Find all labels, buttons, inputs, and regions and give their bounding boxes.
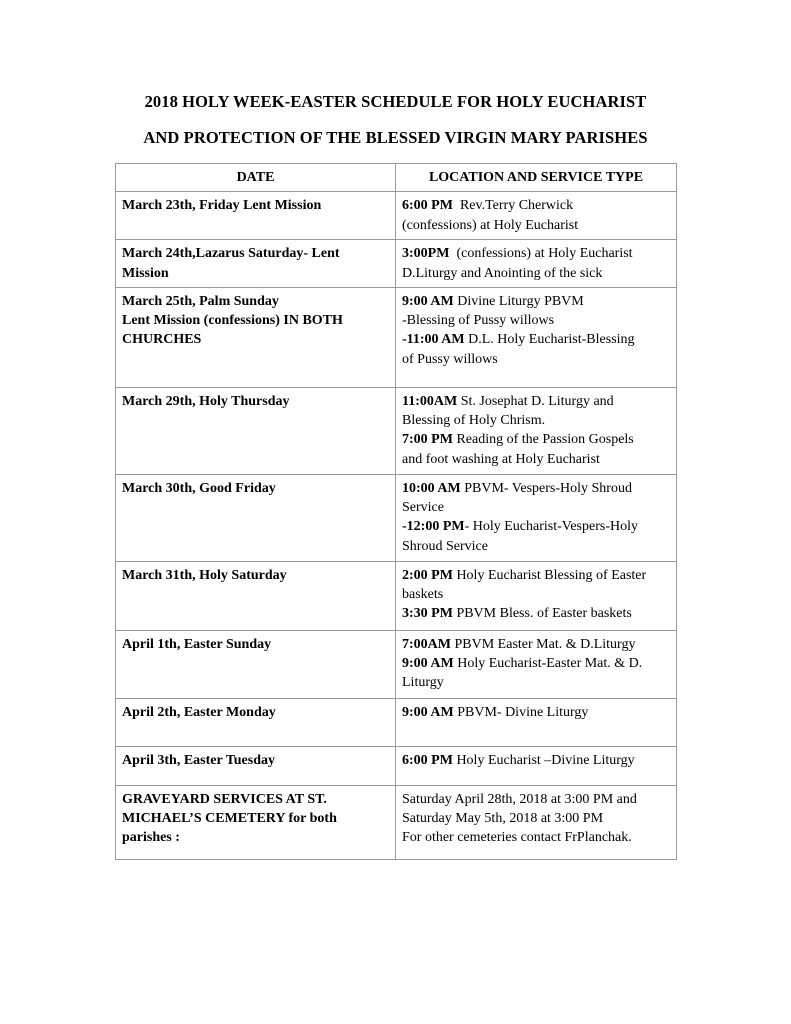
service-line (402, 537, 670, 556)
date-cell (116, 630, 396, 698)
service-line (402, 196, 670, 215)
table-row (116, 287, 677, 387)
service-line (402, 751, 670, 770)
service-line (402, 635, 670, 654)
service-line (402, 654, 670, 673)
table-row (116, 192, 677, 240)
service-description: PBVM Easter Mat. & D.Liturgy (451, 636, 636, 652)
service-description: PBVM- Vespers-Holy Shroud (460, 480, 632, 496)
service-line (402, 566, 670, 585)
service-description: - Holy Eucharist-Vespers-Holy (464, 519, 638, 535)
service-description: Reading of the Passion Gospels (452, 432, 634, 448)
service-time: 7:00AM (402, 636, 451, 652)
service-description: Saturday April 28th, 2018 at 3:00 PM and (402, 791, 637, 807)
table-row (116, 630, 677, 698)
date-column-header: DATE (116, 164, 396, 192)
date-cell (116, 698, 396, 746)
service-description: and foot washing at Holy Eucharist (402, 451, 600, 467)
service-line (402, 330, 670, 349)
service-time: 10:00 AM (402, 480, 461, 496)
service-line (402, 585, 670, 604)
table-header-row (116, 164, 677, 192)
table-row (116, 387, 677, 474)
service-line (402, 311, 670, 330)
date-cell (116, 561, 396, 630)
service-description: (confessions) at Holy Eucharist (449, 246, 633, 262)
service-description: Service (402, 500, 444, 516)
service-time: 9:00 AM (402, 293, 454, 309)
date-cell (116, 474, 396, 561)
service-time: 11:00AM (402, 393, 458, 409)
date-line: March 24th,Lazarus Saturday- Lent (122, 246, 340, 262)
date-line: GRAVEYARD SERVICES AT ST. (122, 791, 327, 807)
service-cell (396, 387, 677, 474)
service-time: -12:00 PM (402, 519, 465, 535)
service-description: PBVM Bless. of Easter baskets (452, 606, 632, 622)
service-time: 2:00 PM (402, 567, 453, 583)
service-line (402, 411, 670, 430)
service-time: 9:00 AM (402, 704, 454, 720)
date-line: March 25th, Palm Sunday (122, 293, 279, 309)
service-description: baskets (402, 587, 444, 603)
date-line: April 3th, Easter Tuesday (122, 752, 275, 768)
service-time: 3:00PM (402, 246, 450, 262)
service-cell (396, 785, 677, 859)
service-description: PBVM- Divine Liturgy (453, 704, 589, 720)
service-description: Divine Liturgy PBVM (453, 293, 584, 309)
service-cell (396, 192, 677, 240)
schedule-table (115, 163, 677, 860)
schedule-rows (116, 192, 677, 860)
service-time: 7:00 PM (402, 432, 453, 448)
date-cell (116, 287, 396, 387)
date-cell (116, 746, 396, 785)
service-line (402, 392, 670, 411)
service-description: Saturday May 5th, 2018 at 3:00 PM (402, 811, 604, 827)
service-line (402, 604, 670, 623)
location-column-header: LOCATION AND SERVICE TYPE (396, 164, 677, 192)
service-description: Holy Eucharist-Easter Mat. & D. (453, 656, 643, 672)
service-cell (396, 698, 677, 746)
service-cell (396, 240, 677, 288)
service-cell (396, 746, 677, 785)
date-cell (116, 387, 396, 474)
service-cell (396, 630, 677, 698)
service-description: Shroud Service (402, 538, 488, 554)
service-line (402, 673, 670, 692)
page-title-line-1: 2018 HOLY WEEK-EASTER SCHEDULE FOR HOLY EUCHARIST (144, 92, 647, 111)
service-line (402, 244, 670, 263)
date-line: Lent Mission (confessions) IN BOTH (122, 313, 343, 329)
service-description: D.L. Holy Eucharist-Blessing (464, 332, 635, 348)
service-description: Holy Eucharist –Divine Liturgy (452, 752, 635, 768)
date-line: March 23th, Friday Lent Mission (122, 198, 322, 214)
service-time: 6:00 PM (402, 752, 453, 768)
date-cell (116, 192, 396, 240)
date-line: March 29th, Holy Thursday (122, 393, 290, 409)
service-line (402, 790, 670, 809)
date-line: MICHAEL’S CEMETERY for both (122, 811, 337, 827)
service-time: 3:30 PM (402, 606, 453, 622)
date-cell (116, 785, 396, 859)
service-line (402, 479, 670, 498)
service-cell (396, 561, 677, 630)
service-cell (396, 474, 677, 561)
service-time: -11:00 AM (402, 332, 465, 348)
service-line (402, 498, 670, 517)
service-cell (396, 287, 677, 387)
service-line (402, 809, 670, 828)
service-line (402, 703, 670, 722)
date-line: Mission (122, 265, 169, 281)
table-row (116, 746, 677, 785)
date-cell (116, 240, 396, 288)
page-title-line-2: AND PROTECTION OF THE BLESSED VIRGIN MARY PARISHES (143, 128, 648, 147)
table-row (116, 785, 677, 859)
service-line (402, 216, 670, 235)
date-line: CHURCHES (122, 332, 202, 348)
date-line: March 31th, Holy Saturday (122, 567, 287, 583)
service-description: D.Liturgy and Anointing of the sick (402, 265, 603, 281)
date-line: April 2th, Easter Monday (122, 704, 276, 720)
service-line (402, 450, 670, 469)
service-description: of Pussy willows (402, 351, 498, 367)
service-time: 6:00 PM (402, 198, 457, 214)
service-line (402, 350, 670, 369)
service-description: St. Josephat D. Liturgy and (457, 393, 614, 409)
service-description: Rev.Terry Cherwick (456, 198, 574, 214)
service-line (402, 264, 670, 283)
service-line (402, 292, 670, 311)
date-line: parishes : (122, 830, 180, 846)
service-description: Liturgy (402, 675, 444, 691)
service-line (402, 430, 670, 449)
table-row (116, 561, 677, 630)
service-description: Holy Eucharist Blessing of Easter (452, 567, 647, 583)
service-line (402, 517, 670, 536)
service-line (402, 828, 670, 847)
table-row (116, 698, 677, 746)
service-time: 9:00 AM (402, 656, 454, 672)
date-line: April 1th, Easter Sunday (122, 636, 272, 652)
table-row (116, 474, 677, 561)
service-description: For other cemeteries contact FrPlanchak. (402, 830, 632, 846)
service-description: Blessing of Holy Chrism. (402, 413, 546, 429)
date-line: March 30th, Good Friday (122, 480, 276, 496)
table-row (116, 240, 677, 288)
service-description: -Blessing of Pussy willows (402, 313, 555, 329)
service-description: (confessions) at Holy Eucharist (402, 217, 579, 233)
